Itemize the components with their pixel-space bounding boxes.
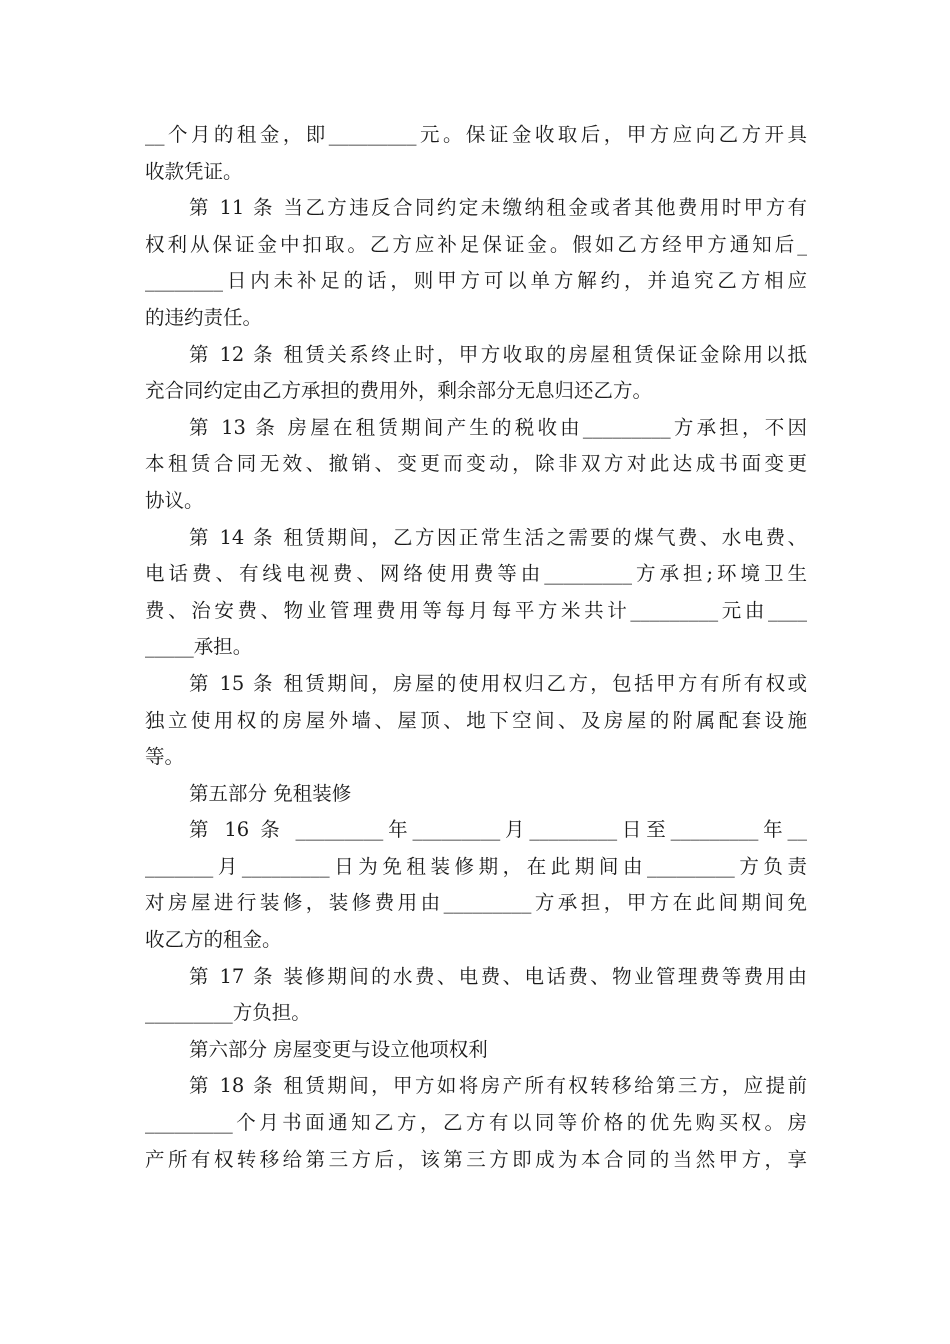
text-line: ________日内未补足的话，则甲方可以单方解约，并追究乙方相应 <box>145 269 807 293</box>
text-line: _______月_________日为免租装修期，在此期间由_________方负责 <box>145 854 807 878</box>
text-line: 等。 <box>145 745 185 769</box>
text-line: 第 16 条 _________年_________月_________日至_________年__ <box>189 818 807 842</box>
text-line: 产所有权转移给第三方后，该第三方即成为本合同的当然甲方，享 <box>145 1147 807 1171</box>
text-line: 独立使用权的房屋外墙、屋顶、地下空间、及房屋的附属配套设施 <box>145 708 807 732</box>
text-line: 权利从保证金中扣取。乙方应补足保证金。假如乙方经甲方通知后_ <box>145 232 807 256</box>
text-line: 第 18 条 租赁期间，甲方如将房产所有权转移给第三方，应提前 <box>189 1074 807 1098</box>
text-line: 第五部分 免租装修 <box>189 781 352 805</box>
text-line: 费、治安费、物业管理费用等每月每平方米共计_________元由____ <box>145 598 807 622</box>
text-line: 第 17 条 装修期间的水费、电费、电话费、物业管理费等费用由 <box>189 964 807 988</box>
text-line: 收款凭证。 <box>145 159 243 183</box>
text-line: 的违约责任。 <box>145 305 263 329</box>
text-line: 第 14 条 租赁期间，乙方因正常生活之需要的煤气费、水电费、 <box>189 525 807 549</box>
text-line: 第 15 条 租赁期间，房屋的使用权归乙方，包括甲方有所有权或 <box>189 671 807 695</box>
text-line: 收乙方的租金。 <box>145 928 282 952</box>
text-line: 第六部分 房屋变更与设立他项权利 <box>189 1037 488 1061</box>
text-line: _________方负担。 <box>145 1001 311 1025</box>
text-line: 第 13 条 房屋在租赁期间产生的税收由_________方承担，不因 <box>189 415 807 439</box>
text-line: 对房屋进行装修，装修费用由_________方承担，甲方在此间期间免 <box>145 891 807 915</box>
text-line: __个月的租金，即_________元。保证金收取后，甲方应向乙方开具 <box>145 123 807 146</box>
text-line: _________个月书面通知乙方，乙方有以同等价格的优先购买权。房 <box>145 1111 807 1135</box>
text-line: 第 12 条 租赁关系终止时，甲方收取的房屋租赁保证金除用以抵 <box>189 342 807 366</box>
text-line: _____承担。 <box>145 635 253 659</box>
text-line: 电话费、有线电视费、网络使用费等由_________方承担;环境卫生 <box>145 562 807 586</box>
text-line: 协议。 <box>145 488 204 512</box>
text-line: 本租赁合同无效、撤销、变更而变动，除非双方对此达成书面变更 <box>145 452 807 476</box>
document-body <box>145 117 807 1178</box>
text-line: 充合同约定由乙方承担的费用外，剩余部分无息归还乙方。 <box>145 379 653 403</box>
text-line: 第 11 条 当乙方违反合同约定未缴纳租金或者其他费用时甲方有 <box>189 196 807 220</box>
